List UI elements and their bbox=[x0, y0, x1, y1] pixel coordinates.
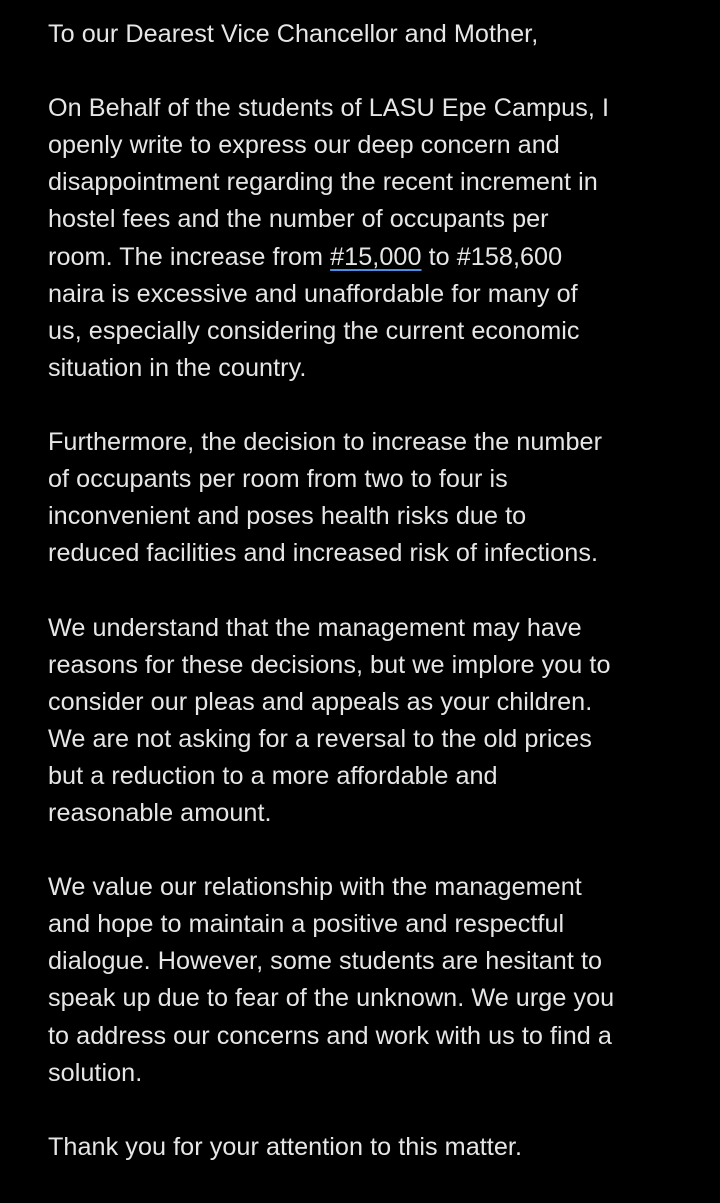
paragraph-1-line: us, especially considering the current economic bbox=[48, 316, 580, 345]
paragraph-4-line: to address our concerns and work with us to find a bbox=[48, 1021, 612, 1050]
paragraph-1-line: situation in the country. bbox=[48, 353, 307, 382]
paragraph-3-line: but a reduction to a more affordable and bbox=[48, 761, 498, 790]
paragraph-4 bbox=[48, 869, 712, 1092]
paragraph-1-line: On Behalf of the students of LASU Epe Campus, I bbox=[48, 94, 609, 123]
paragraph-4-line: solution. bbox=[48, 1058, 143, 1087]
paragraph-4-line: and hope to maintain a positive and respectful bbox=[48, 910, 565, 939]
paragraph-4-line: We value our relationship with the management bbox=[48, 873, 582, 902]
line-text: to #158,600 bbox=[421, 242, 563, 271]
paragraph-4-line: dialogue. However, some students are hesitant to bbox=[48, 947, 603, 976]
paragraph-4-line: speak up due to fear of the unknown. We urge you bbox=[48, 984, 615, 1013]
paragraph-2 bbox=[48, 424, 712, 572]
paragraph-2-line: Furthermore, the decision to increase the number bbox=[48, 428, 603, 457]
paragraph-1-line bbox=[48, 239, 712, 276]
line-text: room. The increase from bbox=[48, 242, 331, 271]
paragraph-3 bbox=[48, 610, 712, 833]
paragraph-1-line: naira is excessive and unaffordable for many of bbox=[48, 279, 578, 308]
paragraph-2-line: inconvenient and poses health risks due to bbox=[48, 502, 527, 531]
note-body[interactable] bbox=[48, 16, 712, 1203]
paragraph-2-line: reduced facilities and increased risk of infections. bbox=[48, 539, 599, 568]
paragraph-1-line: openly write to express our deep concern and bbox=[48, 131, 560, 160]
paragraph-1-line: disappointment regarding the recent increment in bbox=[48, 168, 598, 197]
phone-number-link[interactable]: #15,000 bbox=[330, 242, 422, 271]
paragraph-3-line: We understand that the management may have bbox=[48, 613, 582, 642]
paragraph-3-line: consider our pleas and appeals as your children. bbox=[48, 687, 593, 716]
closing-line: Thank you for your attention to this matter. bbox=[48, 1132, 523, 1161]
salutation-line: To our Dearest Vice Chancellor and Mother, bbox=[48, 20, 539, 48]
paragraph-1 bbox=[48, 90, 712, 387]
salutation bbox=[48, 16, 712, 53]
paragraph-3-line: reasonable amount. bbox=[48, 798, 272, 827]
paragraph-3-line: reasons for these decisions, but we implore you to bbox=[48, 650, 611, 679]
paragraph-1-line: hostel fees and the number of occupants per bbox=[48, 205, 549, 234]
paragraph-2-line: of occupants per room from two to four is bbox=[48, 465, 508, 494]
closing bbox=[48, 1129, 712, 1166]
paragraph-3-line: We are not asking for a reversal to the old prices bbox=[48, 724, 592, 753]
